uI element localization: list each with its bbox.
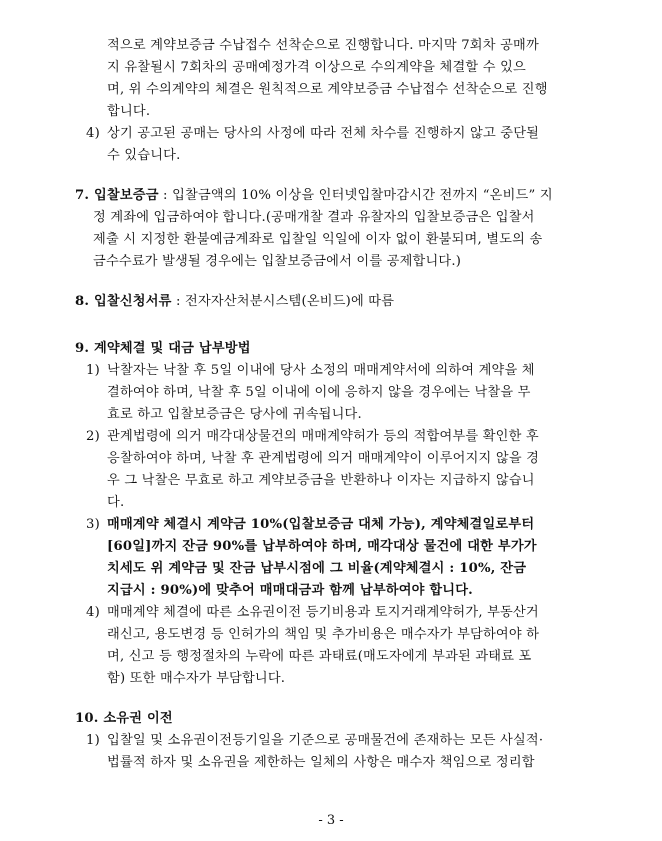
- item-line: 낙찰자는 낙찰 후 5일 이내에 당사 소정의 매매계약서에 의하여 계약을 체: [107, 363, 535, 378]
- item-number: 1): [86, 733, 100, 748]
- section-7-text: : 입찰금액의 10% 이상을 인터넷입찰마감시간 전까지 “온비드” 지: [158, 188, 553, 203]
- section-9-heading: 9. 계약체결 및 대금 납부방법: [75, 341, 251, 356]
- section-10-heading: 10. 소유권 이전: [75, 711, 173, 726]
- section-7-line: 금수수료가 발생될 경우에는 입찰보증금에서 이를 공제합니다.): [93, 254, 462, 269]
- item-number: 1): [86, 363, 100, 378]
- item-line: 매매계약 체결에 따른 소유권이전 등기비용과 토지거래계약허가, 부동산거: [107, 605, 539, 620]
- item-line: 입찰일 및 소유권이전등기일을 기준으로 공매물건에 존재하는 모든 사실적·: [107, 733, 544, 748]
- section-7-line: 제출 시 지정한 환불예금계좌로 입찰일 익일에 이자 없이 환불되며, 별도의 송: [93, 232, 543, 247]
- section-7-heading: 7. 입찰보증금: [75, 188, 159, 203]
- item-line-bold: 지급시 : 90%)에 맞추어 매매대금과 함께 납부하여야 합니다.: [107, 583, 473, 598]
- item-line: 법률적 하자 및 소유권을 제한하는 일체의 사항은 매수자 책임으로 정리합: [107, 755, 535, 770]
- item-line: 래신고, 용도변경 등 인허가의 책임 및 추가비용은 매수자가 부담하여야 하: [107, 627, 540, 642]
- item-number: 4): [86, 605, 100, 620]
- item-number: 3): [86, 517, 100, 532]
- intro-line: 적으로 계약보증금 수납접수 선착순으로 진행합니다. 마지막 7회차 공매까: [107, 38, 539, 53]
- item-line-bold: [60일]까지 잔금 90%를 납부하여야 하며, 매각대상 물건에 대한 부가가: [107, 539, 537, 554]
- item-number: 4): [86, 126, 100, 141]
- section-8-text: : 전자자산처분시스템(온비드)에 따름: [171, 294, 395, 309]
- page-number: - 3 -: [318, 813, 344, 828]
- section-8-line: [75, 293, 394, 311]
- item-line-bold: 매매계약 체결시 계약금 10%(입찰보증금 대체 가능), 계약체결일로부터: [107, 517, 535, 532]
- item-line: 효로 하고 입찰보증금은 당사에 귀속됩니다.: [107, 407, 362, 422]
- item-line: 며, 신고 등 행정절차의 누락에 따른 과태료(매도자에게 부과된 과태료 포: [107, 649, 532, 664]
- item-line: 결하여야 하며, 낙찰 후 5일 이내에 이에 응하지 않을 경우에는 낙찰을 무: [107, 385, 531, 400]
- item-line: 관계법령에 의거 매각대상물건의 매매계약허가 등의 적합여부를 확인한 후: [107, 429, 539, 444]
- item-number: 2): [86, 429, 100, 444]
- intro-line: 지 유찰될시 7회차의 공매예정가격 이상으로 수의계약을 체결할 수 있으: [107, 60, 526, 75]
- item-line: 다.: [107, 495, 125, 510]
- section-8-heading: 8. 입찰신청서류: [75, 294, 172, 309]
- intro-line: 합니다.: [107, 104, 151, 119]
- item-line: 수 있습니다.: [107, 148, 181, 163]
- intro-line: 며, 위 수의계약의 체결은 원칙적으로 계약보증금 수납접수 선착순으로 진행: [107, 82, 548, 97]
- item-line: 우 그 낙찰은 무효로 하고 계약보증금을 반환하나 이자는 지급하지 않습니: [107, 473, 535, 488]
- section-7-heading-line: [75, 187, 553, 205]
- item-line: 응찰하여야 하며, 낙찰 후 관계법령에 의거 매매계약이 이루어지지 않을 경: [107, 451, 540, 466]
- item-line-bold: 치세도 위 계약금 및 잔금 납부시점에 그 비율(계약체결시 : 10%, 잔금: [107, 561, 527, 576]
- section-7-line: 정 계좌에 입금하여야 합니다.(공매개찰 결과 유찰자의 입찰보증금은 입찰서: [93, 210, 535, 225]
- item-line: 함) 또한 매수자가 부담합니다.: [107, 671, 286, 686]
- item-line: 상기 공고된 공매는 당사의 사정에 따라 전체 차수를 진행하지 않고 중단될: [107, 126, 540, 141]
